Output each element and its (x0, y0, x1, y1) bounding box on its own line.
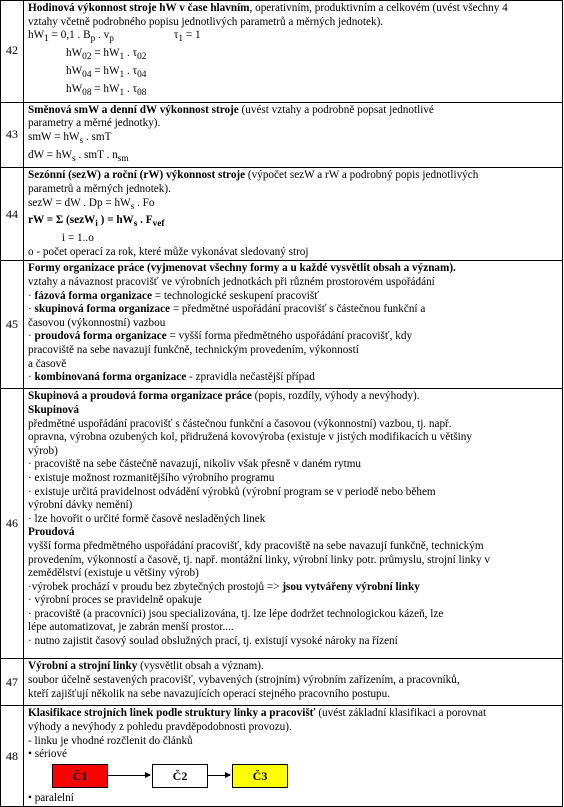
row-number: 46 (1, 389, 24, 659)
paragraph: výrobek prochází v proudu bez zbytečných prostojů => (31, 580, 283, 593)
question-text: , operativním, produktivním a celkovém (uvést všechny 4 (249, 2, 508, 14)
table-row (1, 261, 563, 389)
table-row (1, 168, 563, 261)
definition: a časově (28, 357, 67, 370)
paragraph: - linku je vhodné rozčlenit do článků (28, 734, 193, 747)
paragraph: opravna, výrobna ozubených kol, přidružená kovovýroba (existuje v jistých modifikacích u většiny (28, 431, 472, 444)
series-line-diagram (28, 762, 559, 792)
paragraph: vyšší forma předmětného uspořádání pracovišť, kdy pracoviště na sebe navazují funkčně, technickým (28, 539, 484, 552)
note: o - počet operací za rok, které může vykonávat sledovaný stroj (28, 245, 309, 258)
question-title: Formy organizace práce (vyjmenovat všechny formy a u každé vysvětlit obsah a význam). (28, 262, 456, 275)
formula: smW = $hW_s$ . smT (28, 130, 112, 146)
term: fázová forma organizace (34, 289, 152, 302)
question-text: vztahy včetně podrobného popisu jednotlivých parametrů a měrných jednotek). (28, 15, 384, 28)
row-content (24, 659, 563, 706)
list-item: lépe automatizovat, je zabrán menší prostor.... (28, 621, 234, 634)
question-text: (popis, rozdíly, výhody a nevýhody). (251, 390, 420, 403)
row-content (24, 102, 563, 168)
formula: $hW_1 = 0,1$ . $B_p$ . $v_p$ (28, 29, 114, 45)
list-item: • sériové (28, 748, 68, 761)
row-content (24, 706, 563, 807)
list-item: existuje určitá pravidelnost odvádění výrobků (výrobní program se v periodě nebo během (34, 485, 436, 498)
formula: $\tau_1 = 1$ (173, 29, 201, 45)
question-text: (výpočet sezW a rW a podrobný popis jednotlivých (245, 169, 479, 182)
list-item: pracoviště (a pracovníci) jsou specializována, tj. lze lépe dodržet technologickou kázeň, lze (34, 607, 444, 620)
question-text: (vysvětlit obsah a význam). (137, 660, 264, 673)
row-number: 43 (1, 102, 24, 168)
list-item: lze hovořit o určité formě časově nesladěných linek (34, 512, 266, 525)
link-box-c1: Č1 (52, 764, 108, 788)
list-item: výrobní dávky nemění) (28, 499, 133, 512)
question-title: Skupinová a proudová forma organizace práce (28, 390, 252, 403)
arrow (208, 775, 230, 776)
subheading: Proudová (28, 526, 75, 539)
formula: i = 1..o (62, 232, 94, 245)
row-number: 42 (1, 1, 24, 103)
question-title: Výrobní a strojní linky (28, 660, 138, 673)
formula: rW = Σ (sezW$_i$ ) = $hW_s$ . $F_{vef}$ (28, 214, 165, 230)
question-text: parametry a měrné jednotky). (28, 117, 161, 130)
formula: $hW_{02} = hW_1$ . $\tau_{02}$ (66, 47, 147, 63)
emphasis: jsou vytvářeny výrobní linky (282, 580, 420, 593)
formula: dW = $hW_s$ . smT . $n_{sm}$ (28, 148, 129, 164)
paragraph: výrob) (28, 444, 58, 457)
definition: = vyšší forma předmětného uspořádání pracovišť, kdy (166, 330, 413, 343)
formula: $hW_{04} = hW_1$ . $\tau_{04}$ (66, 64, 147, 81)
row-content (24, 168, 563, 261)
question-title: Směnová smW a denní dW výkonnost stroje (28, 103, 239, 116)
term: skupinová forma organizace (34, 303, 171, 316)
row-number: 45 (1, 261, 24, 389)
definition: - zpravidla nečastější případ (186, 371, 315, 384)
definition: = technologické seskupení pracovišť (151, 289, 320, 302)
table-row (1, 389, 563, 659)
list-item: pracoviště na sebe částečně navazují, nikoliv však přesně v daném rytmu (34, 458, 362, 471)
question-text: vztahy a návaznost pracovišť ve výrobních jednotkách při různém prostorovém uspořádání (28, 275, 435, 288)
paragraph: provedením, výkonností a časově, tj. např. montážní linky, výrobní linky potr. průmyslu, strojní linky v (28, 553, 490, 566)
list-item: existuje možnost rozmanitějšího výrobního programu (34, 471, 275, 484)
row-content (24, 1, 563, 103)
question-title: Klasifikace strojních linek podle struktury linky a pracovišť (28, 707, 316, 720)
term: proudová forma organizace (34, 330, 167, 343)
formula: sezW = dW . $Dp = hW_s$ . Fo (28, 196, 155, 212)
row-number: 44 (1, 168, 24, 261)
row-content: Formy organizace práce (vyjmenovat všechny formy a u každé vysvětlit obsah a význam). vztahy a návaznost pracovišť ve výrobních jednotkách při různém prostorovém uspořádání · fázová forma organizace = technologické seskupení pracovišť · skupinová forma organizace = předmětné uspořádání pracovišť s částečnou funkční a časovou (výkonnostní) vazbou · proudová forma organizace = vyšší forma předmětného uspořádání pracovišť, kdy pracoviště na sebe navazují funkčně, technickým provedením, výkonností a časově · kombinovaná forma organizace - zpravidla nečastější případ (24, 261, 563, 389)
definition: pracoviště na sebe navazují funkčně, technickým provedením, výkonností (28, 343, 359, 356)
link-box-c3: Č3 (232, 764, 288, 788)
link-box-c2: Č2 (152, 764, 208, 788)
definition: časovou (výkonnostní) vazbou (28, 316, 166, 329)
subheading: Skupinová (28, 403, 79, 416)
table-row (1, 102, 563, 168)
paragraph: zemědělství (existuje u většiny výrob) (28, 567, 199, 580)
paragraph: předmětné uspořádání pracovišť s částečnou funkční a časovou (výkonnostní) vazbou, tj. např. (28, 417, 452, 430)
term: kombinovaná forma organizace (34, 371, 187, 384)
row-number: 47 (1, 659, 24, 706)
table-row (1, 706, 563, 807)
definition: kteří zajišťují několik na sebe navazujících operací stejného pracovního postupu. (28, 687, 391, 700)
question-title: Sezónní (sezW) a roční (rW) výkonnost stroje (28, 169, 246, 182)
question-text: výhody a nevýhody z pohledu pravděpodobnosti provozu). (28, 720, 292, 733)
formula: $hW_{08} = hW_1$ . $\tau_{08}$ (66, 82, 147, 98)
definition: = předmětné uspořádání pracovišť s částečnou funkční a (170, 303, 426, 316)
list-item: • paralelní (28, 791, 74, 804)
definition: soubor účelně sestavených pracovišť, vybavených (strojním) výrobním zařízením, a pracovníků, (28, 673, 460, 686)
question-text: parametrů a měrných jednotek). (28, 182, 171, 195)
row-content: Skupinová a proudová forma organizace práce (popis, rozdíly, výhody a nevýhody). Skupinová předmětné uspořádání pracovišť s částečnou funkční a časovou (výkonnostní) vazbou, tj. např. opravna, výrobna ozubených kol, přidružená kovovýroba (existuje v jistých modifikacích u většiny výrob) · pracoviště na sebe částečně navazují, nikoliv však přesně v daném rytmu · existuje možnost rozmanitějšího výrobního programu · existuje určitá pravidelnost odvádění výrobků (výrobní program se v periodě nebo během výrobní dávky nemění) · lze hovořit o určité formě časově nesladěných linek Proudová vyšší forma předmětného uspořádání pracovišť, kdy pracoviště na sebe navazují funkčně, technickým provedením, výkonností a časově, tj. např. montážní linky, výrobní linky potr. průmyslu, strojní linky v zemědělství (existuje u většiny výrob) ·výrobek prochází v proudu bez zbytečných prostojů => jsou vytvářeny výrobní linky · výrobní proces se pravidelně opakuje · pracoviště (a pracovníci) jsou specializována, tj. lze lépe dodržet technologickou kázeň, lze lépe automatizovat, je zabrán menší prostor.... · nutno zajistit časový soulad obslužných prací, tj. existují vysoké nároky na řízení (24, 389, 563, 659)
arrow (108, 775, 150, 776)
list-item: výrobní proces se pravidelně opakuje (34, 594, 202, 607)
table-row (1, 659, 563, 706)
list-item: nutno zajistit časový soulad obslužných prací, tj. existují vysoké nároky na řízení (34, 635, 398, 648)
row-number: 48 (1, 706, 24, 807)
question-text: (uvést základní klasifikaci a porovnat (315, 707, 487, 720)
question-title: Hodinová výkonnost stroje hW v čase hlavním (28, 2, 250, 14)
question-text: (uvést vztahy a podrobně popsat jednotlivé (238, 103, 434, 116)
table-row (1, 1, 563, 103)
